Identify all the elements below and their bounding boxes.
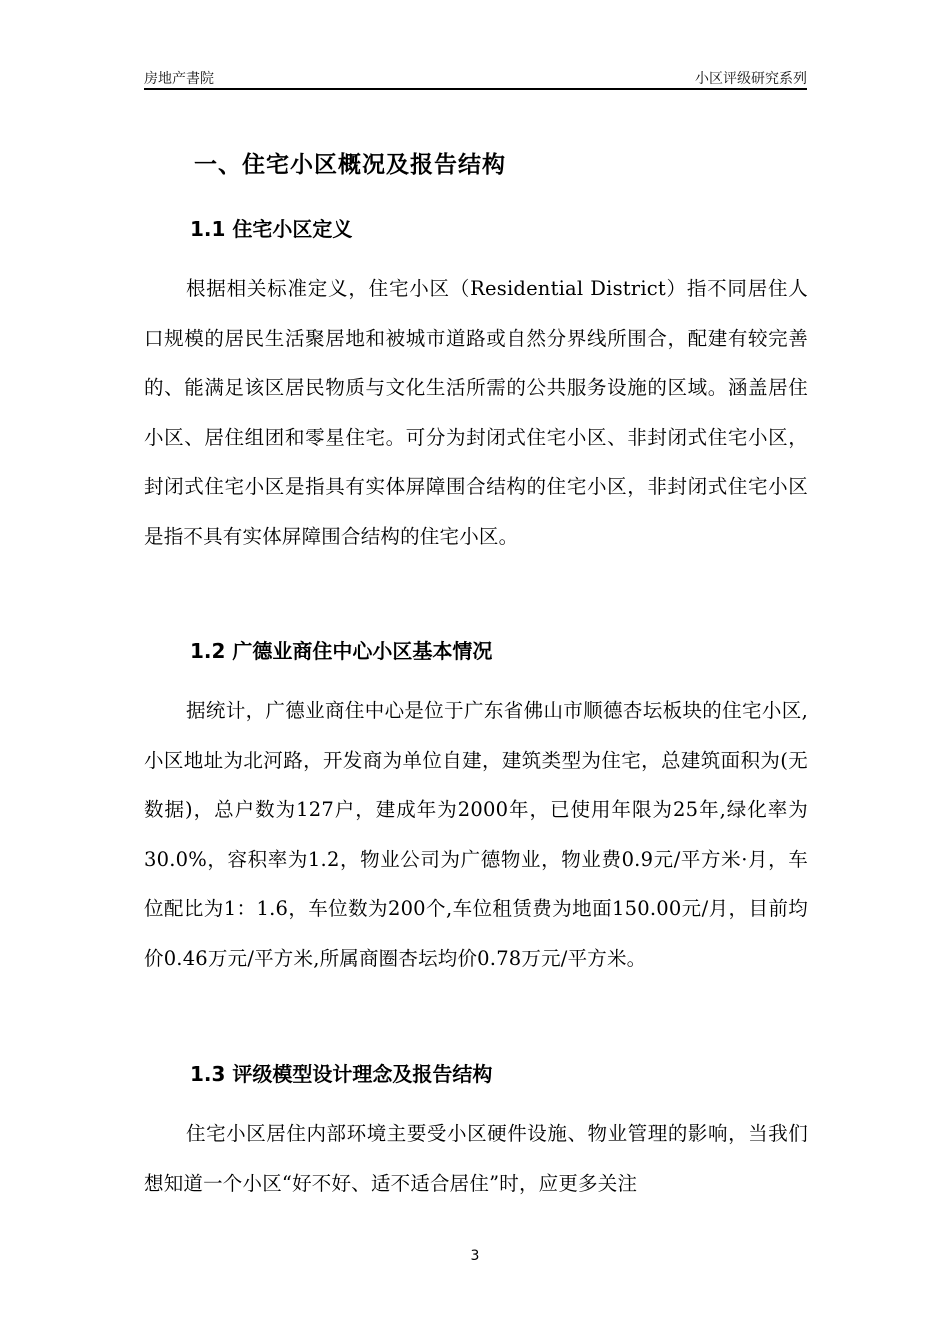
header-publisher: 房地产書院 [144, 71, 214, 87]
section-body-1-3: 住宅小区居住内部环境主要受小区硬件设施、物业管理的影响，当我们想知道一个小区“好不好、适不适合居住”时，应更多关注 [144, 1122, 808, 1195]
page-header [144, 68, 807, 88]
chapter-heading: 一、住宅小区概况及报告结构 [194, 152, 506, 178]
header-series-title: 小区评级研究系列 [695, 71, 807, 87]
page-number: 3 [470, 1248, 480, 1264]
section-heading-1-1: 1.1 住宅小区定义 [190, 217, 353, 241]
section-body-1-2: 据统计，广德业商住中心是位于广东省佛山市顺德杏坛板块的住宅小区,小区地址为北河路，开发商为单位自建，建筑类型为住宅，总建筑面积为(无数据)，总户数为127户，建成年为2000年，已使用年限为25年,绿化率为30.0%，容积率为1.2，物业公司为广德物业，物业费0.9元/平方米·月，车位配比为1：1.6，车位数为200个,车位租赁费为地面150.00元/月，目前均价0.46万元/平方米,所属商圈杏坛均价0.78万元/平方米。 [144, 699, 808, 970]
section-body-1-1: 根据相关标准定义，住宅小区（Residential District）指不同居住人口规模的居民生活聚居地和被城市道路或自然分界线所围合，配建有较完善的、能满足该区居民物质与文化生活所需的公共服务设施的区域。涵盖居住小区、居住组团和零星住宅。可分为封闭式住宅小区、非封闭式住宅小区，封闭式住宅小区是指具有实体屏障围合结构的住宅小区，非封闭式住宅小区是指不具有实体屏障围合结构的住宅小区。 [144, 277, 808, 548]
section-heading-1-2: 1.2 广德业商住中心小区基本情况 [190, 639, 493, 663]
section-heading-1-3: 1.3 评级模型设计理念及报告结构 [190, 1062, 493, 1086]
header-divider [144, 88, 807, 90]
